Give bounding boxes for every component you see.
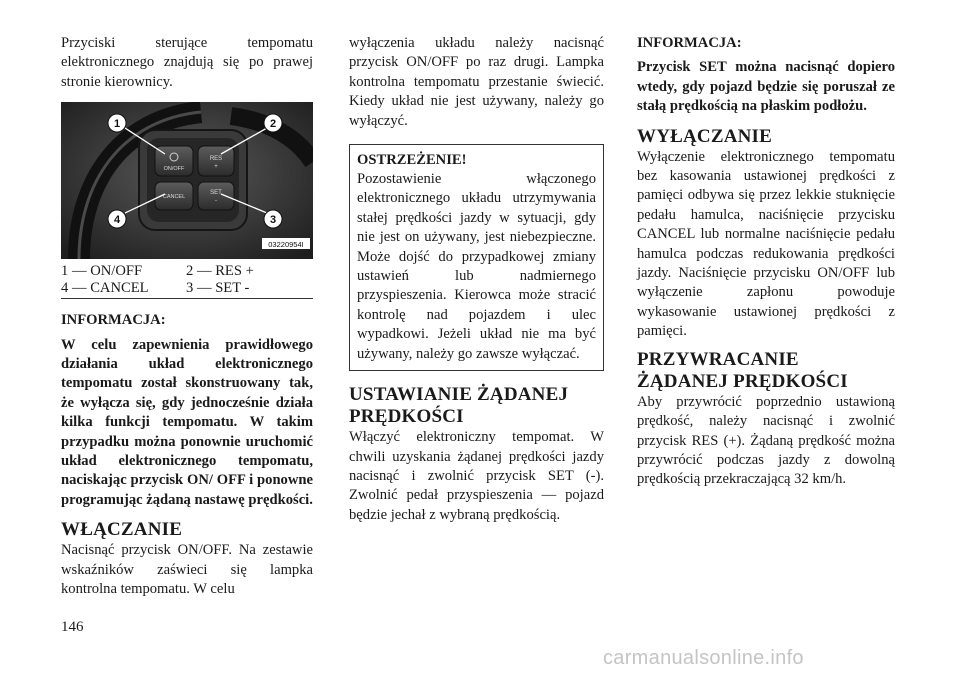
- figure-captions: [61, 263, 313, 299]
- set-label: SET: [210, 190, 222, 197]
- warning-box: [349, 144, 604, 371]
- callout-4: [108, 210, 126, 228]
- callout-1: [108, 114, 126, 132]
- section-heading-wylaczanie: WYŁĄCZANIE: [637, 125, 773, 147]
- svg-text:3: 3: [269, 214, 277, 227]
- caption-row: [61, 263, 313, 280]
- caption-row: [61, 280, 313, 297]
- heading-line-1: PRZYWRACANIE: [637, 348, 799, 370]
- info-text: W celu zapewnienia prawidłowego działania układ elektronicznego tempomatu został skonstruowany tak, że wyłącza się, gdy jednocześnie działa kilka funkcji tempomatu. W takim przypadku można ponownie uruchomić układ elektronicznego tempomatu, naciskając przycisk ON/ OFF i ponowne programując żądaną nastawę prędkości.: [61, 336, 313, 508]
- section-text-ustawianie: Włączyć elektroniczny tempomat. W chwili uzyskania żądanej prędkości jazdy nacisnąć i zwolnić przycisk SET (-). Zwolnić pedał przyspieszenia — pojazd będzie jechał z wybraną prędkością.: [349, 429, 604, 523]
- on-off-label: ON/OFF: [163, 166, 185, 173]
- warning-heading: OSTRZEŻENIE!: [357, 152, 467, 169]
- svg-text:4: 4: [113, 214, 121, 227]
- res-label: RES: [209, 156, 223, 163]
- info-heading-2: INFORMACJA:: [637, 35, 742, 51]
- section-heading-przywracanie: [637, 349, 895, 393]
- watermark: carmanualsonline.info: [603, 647, 804, 669]
- caption-on-off: 1 — ON/OFF: [61, 263, 143, 280]
- callout-2: [264, 114, 282, 132]
- caption-res: 2 — RES +: [186, 263, 254, 280]
- section-text-wlaczanie: Nacisnąć przycisk ON/OFF. Na zestawie wskaźników zaświeci się lampka kontrolna tempomatu. W celu: [61, 542, 313, 598]
- continued-paragraph: wyłączenia układu należy nacisnąć przycisk ON/OFF po raz drugi. Lampka kontrolna tempomatu przestanie świecić. Kiedy układ nie jest używany, należy go wyłączyć.: [349, 35, 604, 129]
- info-text-2: Przycisk SET można nacisnąć dopiero wtedy, gdy pojazd będzie się poruszał ze stałą prędkością na płaskim podłożu.: [637, 59, 895, 115]
- left-column: [61, 34, 313, 600]
- info-heading: INFORMACJA:: [61, 312, 166, 329]
- cancel-label: CANCEL: [162, 194, 186, 201]
- section-text-przywracanie: Aby przywrócić poprzednio ustawioną prędkość, należy nacisnąć i zwolnić przycisk RES (+). Żądaną prędkość można przywrócić podczas jazdy z dowolną prędkością przekraczającą 32 km/h.: [637, 393, 895, 488]
- figure-code: 03220954I: [268, 240, 304, 250]
- callout-3: [264, 210, 282, 228]
- heading-line-1: USTAWIANIE ŻĄDANEJ: [349, 384, 569, 406]
- steering-wheel-illustration: [61, 102, 313, 259]
- set-button: [198, 182, 234, 210]
- svg-text:1: 1: [113, 118, 121, 131]
- section-heading-wlaczanie: WŁĄCZANIE: [61, 519, 183, 541]
- middle-column: [349, 34, 604, 525]
- set-sign: -: [215, 198, 217, 205]
- steering-wheel-controls-figure: [61, 102, 313, 259]
- caption-cancel: 4 — CANCEL: [61, 280, 149, 297]
- section-heading-ustawianie: [349, 384, 604, 428]
- page-number: 146: [61, 619, 84, 635]
- intro-paragraph: Przyciski sterujące tempomatu elektronicznego znajdują się po prawej stronie kierownicy.: [61, 35, 313, 90]
- heading-line-2: ŻĄDANEJ PRĘDKOŚCI: [637, 370, 848, 392]
- warning-text: Pozostawienie włączonego elektronicznego układu utrzymywania stałej prędkości jazdy w sytuacji, gdy nie jest on używany, jest niebezpieczne. Może dojść do przypadkowej zmiany ustawień lub nadmiernego przyspieszenia. Kierowca może stracić kontrolę nad pojazdem i ulec wypadkowi. Jeżeli układ nie ma być używany, należy go zawsze wyłączać.: [357, 171, 596, 362]
- svg-text:2: 2: [269, 118, 277, 131]
- res-sign: +: [214, 164, 218, 171]
- caption-set: 3 — SET -: [186, 280, 250, 297]
- section-text-wylaczanie: Wyłączenie elektronicznego tempomatu bez kasowania ustawionej prędkości z pamięci odbywa się przez lekkie stuknięcie pedału hamulca, naciśnięcie przycisku CANCEL lub normalne naciśnięcie pedału hamulca podczas redukowania prędkości jazdy. Naciśnięcie przycisku ON/OFF lub wyłączenie zapłonu powoduje wykasowanie ustawionej prędkości z pamięci.: [637, 148, 895, 340]
- right-column: [637, 34, 895, 490]
- heading-line-2: PRĘDKOŚCI: [349, 406, 464, 428]
